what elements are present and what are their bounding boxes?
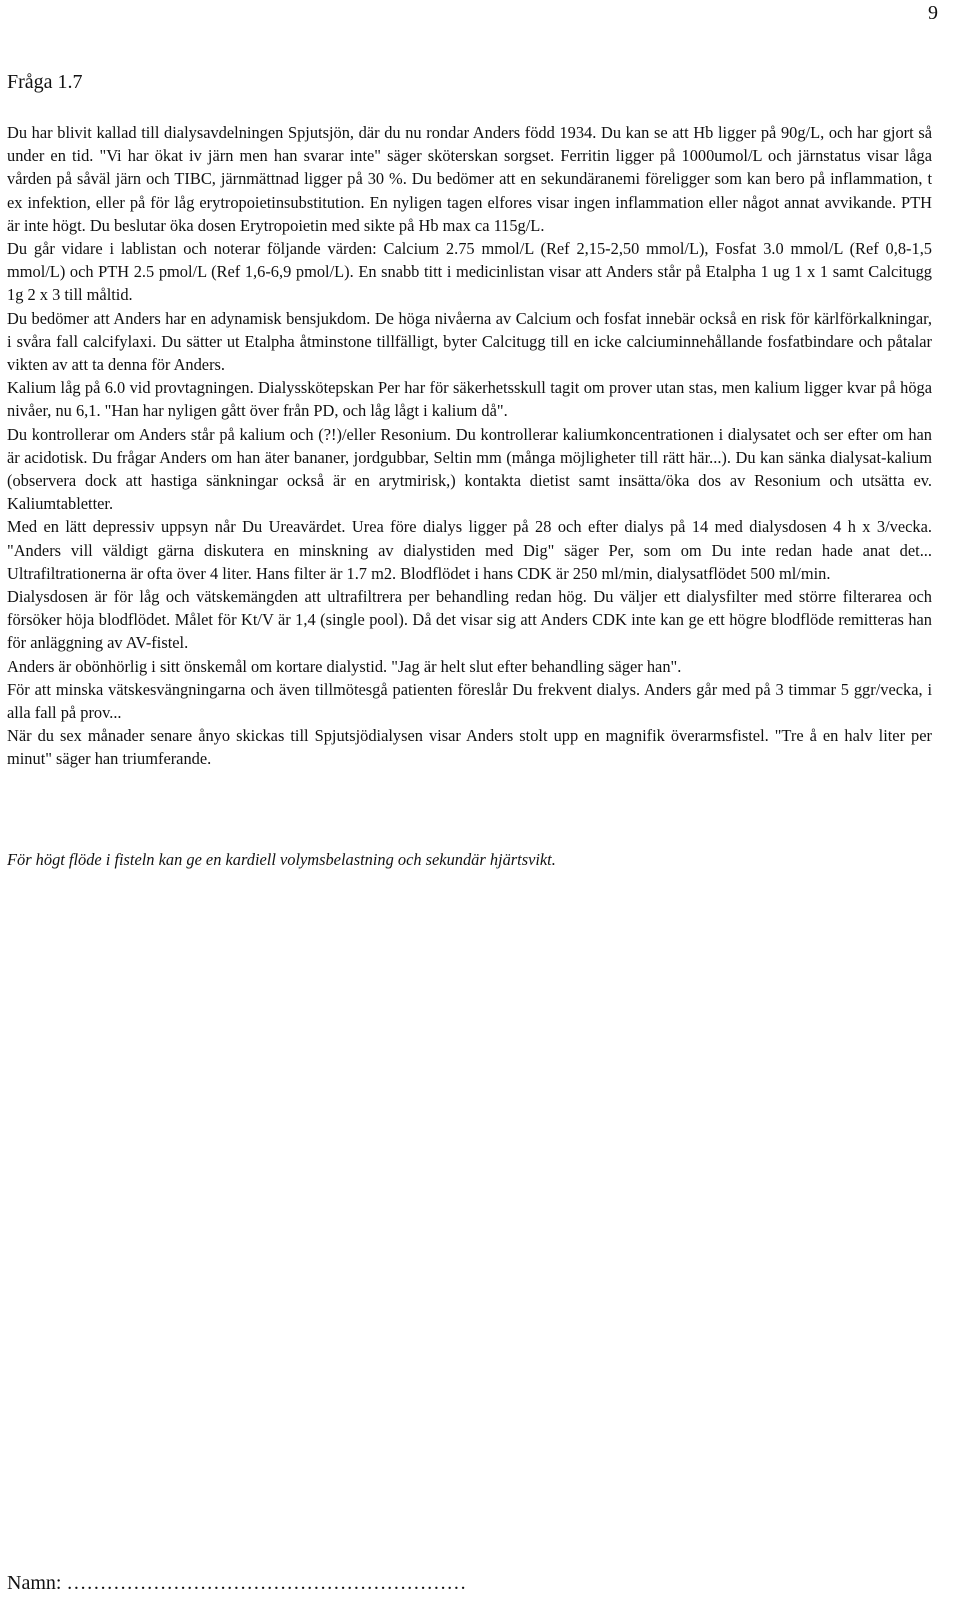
question-body xyxy=(7,121,932,771)
paragraph: Du går vidare i lablistan och noterar följande värden: Calcium 2.75 mmol/L (Ref 2,15-2,50 mmol/L), Fosfat 3.0 mmol/L (Ref 0,8-1,5 mmol/L) och PTH 2.5 pmol/L (Ref 1,6-6,9 pmol/L). En snabb titt i medicinlistan visar att Anders står på Etalpha 1 ug 1 x 1 samt Calcitugg 1g 2 x 3 till måltid. xyxy=(7,239,932,305)
page-number: 9 xyxy=(928,2,938,24)
paragraph: Anders är obönhörlig i sitt önskemål om kortare dialystid. "Jag är helt slut efter behandling säger han". xyxy=(7,656,682,676)
paragraph: Du bedömer att Anders har en adynamisk bensjukdom. De höga nivåerna av Calcium och fosfat innebär också en risk för kärlförkalkningar, i svåra fall calcifylaxi. Du sätter ut Etalpha åtminstone tillfälligt, byter Calcitugg till en icke calciuminnehållande fosfatbindare och påtalar vikten av att ta denna för Anders. xyxy=(7,308,932,375)
paragraph: Du kontrollerar om Anders står på kalium och (?!)/eller Resonium. Du kontrollerar kaliumkoncentrationen i dialysatet och ser efter om han är acidotisk. Du frågar Anders om han äter bananer, jordgubbar, Seltin mm (många möjligheter till rätt här...). Du kan sänka dialysat-kalium (observera dock att hastiga sänkningar också är en arytmirisk,) kontakta dietist samt insätta/öka dos av Resonium och utsätta ev. Kaliumtabletter. xyxy=(7,424,932,514)
question-heading: Fråga 1.7 xyxy=(7,71,83,93)
paragraph: För att minska vätskesvängningarna och även tillmötesgå patienten föreslår Du frekvent dialys. Anders går med på 3 timmar 5 ggr/vecka, i alla fall på prov... xyxy=(7,679,932,723)
paragraph: Dialysdosen är för låg och vätskemängden att ultrafiltrera per behandling redan hög. Du väljer ett dialysfilter med större filterarea och försöker höja blodflödet. Målet för Kt/V är 1,4 (single pool). Då det visar sig att Anders CDK inte kan ge ett högre blodflöde remitteras han för anläggning av AV-fistel. xyxy=(7,587,932,653)
paragraph: Kalium låg på 6.0 vid provtagningen. Dialysskötерskan Per har för säkerhetsskull tagit om prover utan stas, men kalium ligger kvar på höga nivåer, nu 6,1. "Han har nyligen gått över från PD, och låg lågt i kalium då". xyxy=(7,378,932,421)
paragraph: När du sex månader senare ånyo skickas till Spjutsjödialysen visar Anders stolt upp en magnifik överarmsfistel. "Tre å en halv liter per minut" säger han triumferande. xyxy=(7,726,932,769)
name-field: Namn: …………………………………………………… xyxy=(7,1572,467,1594)
italic-note: För högt flöde i fisteln kan ge en kardiell volymsbelastning och sekundär hjärtsvikt. xyxy=(7,850,556,869)
paragraph: Du har blivit kallad till dialysavdelningen Spjutsjön, där du nu rondar Anders född 1934. Du kan se att Hb ligger på 90g/L, och har gjort så under en tid. "Vi har ökat iv järn men han svarar inte" säger sköterskan sorgset. Ferritin ligger på 1000umol/L och järnstatus visar låga vården på såväl järn och TIBC, järnmättnad ligger på 30 %. Du bedömer att en sekundäranemi föreligger som kan bero på inflammation, t ex infektion, eller på för låg erytropoietinsubstitution. En nyligen tagen elfores visar ingen inflammation eller något annat avvikande. PTH är inte högt. Du beslutar öka dosen Erytropoietin med sikte på Hb max ca 115g/L. xyxy=(7,123,932,235)
paragraph: Med en lätt depressiv uppsyn når Du Ureavärdet. Urea före dialys ligger på 28 och efter dialys på 14 med dialysdosen 4 h x 3/vecka. "Anders vill väldigt gärna diskutera en minskning av dialystiden med Dig" säger Per, som om Du inte redan hade anat det... Ultrafiltrationerna är ofta över 4 liter. Hans filter är 1.7 m2. Blodflödet i hans CDK är 250 ml/min, dialysatflödet 500 ml/min. xyxy=(7,517,932,583)
